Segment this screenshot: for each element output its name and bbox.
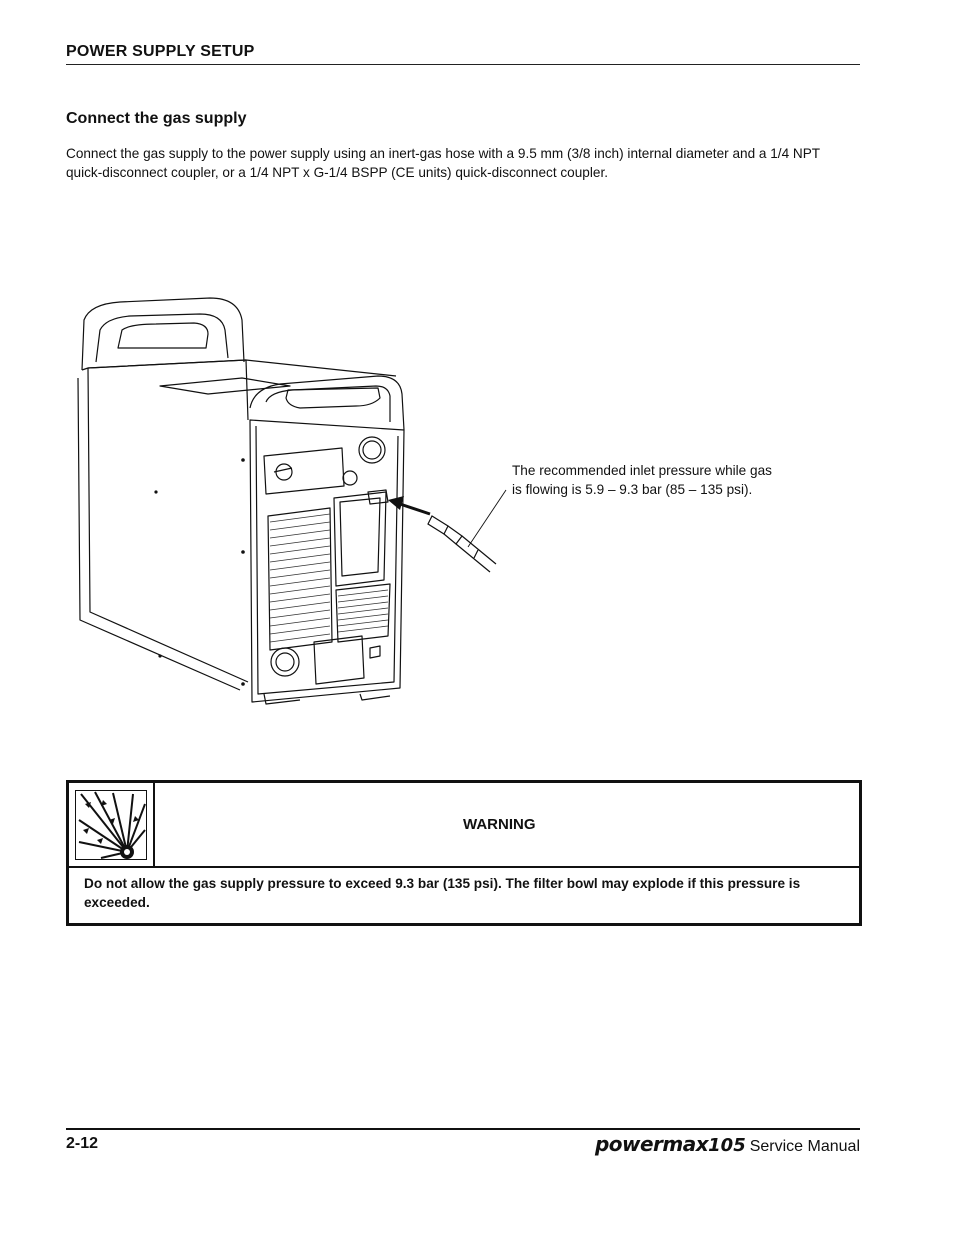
explosion-hazard-icon bbox=[75, 790, 147, 860]
header-divider bbox=[66, 64, 860, 65]
callout-line-2: is flowing is 5.9 – 9.3 bar (85 – 135 psi). bbox=[512, 482, 753, 497]
brand-model: 105 bbox=[708, 1135, 746, 1156]
warning-heading: WARNING bbox=[463, 816, 536, 833]
page-header-title: POWER SUPPLY SETUP bbox=[66, 43, 255, 60]
section-heading: Connect the gas supply bbox=[66, 110, 247, 127]
warning-icon-cell bbox=[69, 783, 155, 866]
warning-header-row bbox=[69, 783, 859, 868]
footer-divider bbox=[66, 1128, 860, 1130]
power-supply-illustration bbox=[60, 290, 580, 710]
footer-brand bbox=[595, 1132, 860, 1156]
brand-name: powermax bbox=[594, 1132, 709, 1156]
brand-suffix: Service Manual bbox=[749, 1138, 860, 1155]
warning-box bbox=[66, 780, 862, 926]
callout-line-1: The recommended inlet pressure while gas bbox=[512, 463, 772, 478]
pressure-callout bbox=[512, 461, 812, 499]
page-number: 2-12 bbox=[66, 1135, 99, 1152]
warning-text: Do not allow the gas supply pressure to exceed 9.3 bar (135 psi). The filter bowl may explode if this pressure is exceeded. bbox=[84, 876, 801, 910]
section-body-text: Connect the gas supply to the power supply using an inert-gas hose with a 9.5 mm (3/8 inch) internal diameter and a 1/4 NPT quick-disconnect coupler, or a 1/4 NPT x G-1/4 BSPP (CE units) quick-disconnect coupler. bbox=[66, 146, 820, 180]
